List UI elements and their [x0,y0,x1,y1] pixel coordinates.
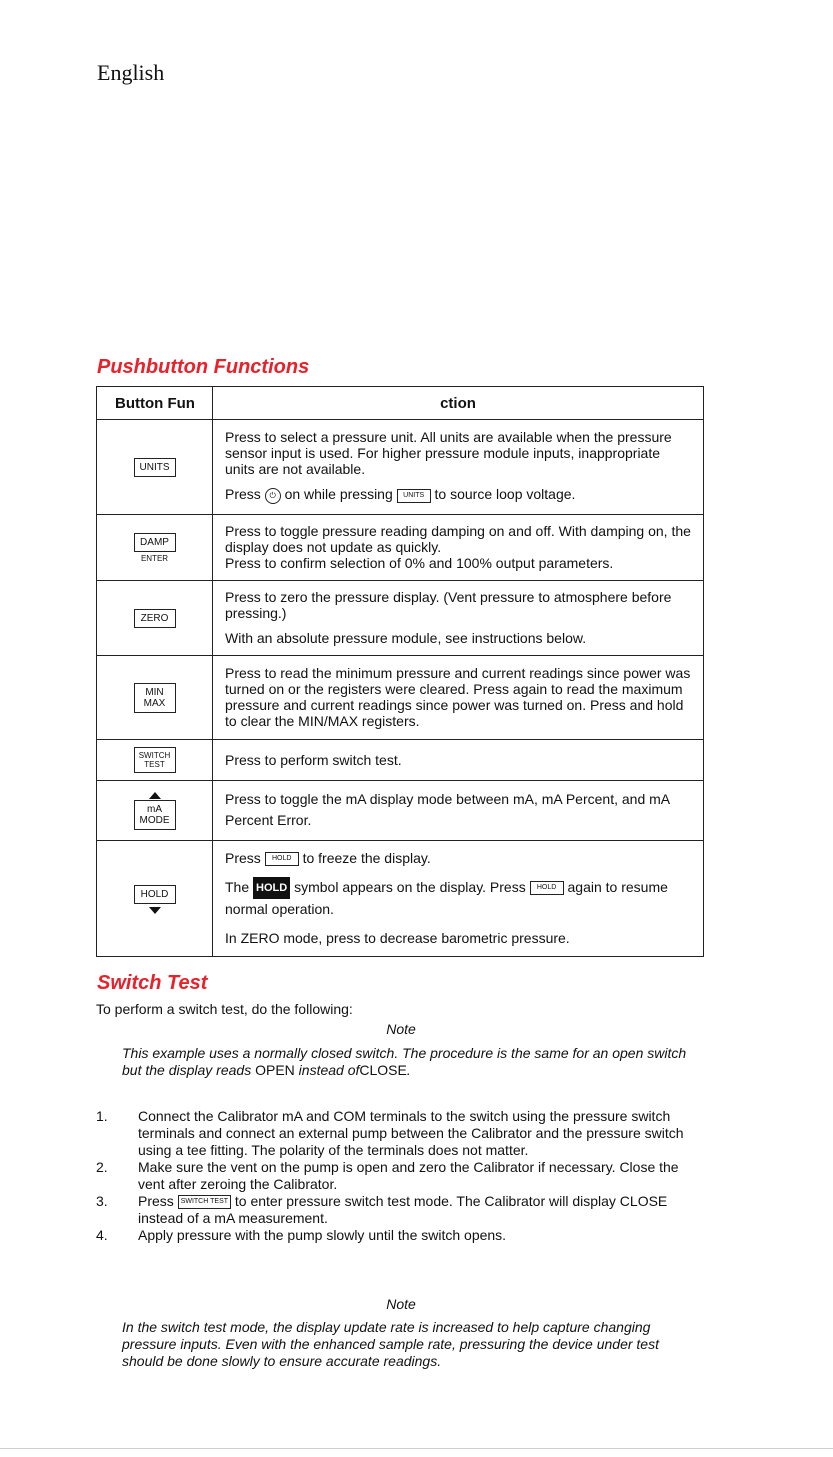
switch-test-steps [96,1108,706,1244]
minmax-key-line2: MAX [143,697,166,709]
language-label: English [97,60,165,85]
note-label-2: Note [386,1296,416,1312]
step-2-text: Make sure the vent on the pump is open and zero the Calibrator if necessary. Close the vent after zeroing the Calibrator. [138,1159,679,1192]
hold-p2-pre: The [225,878,250,895]
note-label-1: Note [386,1021,416,1037]
hold-small-key-icon-2: HOLD [530,881,564,895]
units-p2-mid: on while pressing [284,486,393,503]
hold-key-icon: HOLD [134,885,176,904]
damp-description [213,515,704,581]
step-1-num: 1. [96,1108,108,1124]
step-1-text: Connect the Calibrator mA and COM terminals to the switch using the pressure switch terminals and connect an external pump between the Calibrator and the pressure switch using a tee fitting. The polarity of the terminals does not matter. [138,1108,684,1158]
minmax-key-cell [97,656,213,740]
step-4-num: 4. [96,1227,108,1243]
zero-desc-p2: With an absolute pressure module, see instructions below. [225,630,587,646]
up-arrow-icon [149,792,161,799]
ma-key-line1: mA [147,803,162,815]
note-1-end: . [406,1062,411,1078]
damp-key-icon: DAMP [134,533,176,552]
table-row-zero [97,581,704,656]
units-p2-post: to source loop voltage. [434,486,576,503]
table-row-ma-mode [97,781,704,841]
note-2-text: In the switch test mode, the display update rate is increased to help capture changing pressure inputs. Even with the enhanced sample rate, pressuring the device under test should be done slowly to ensure accurate readings. [122,1319,659,1369]
zero-key-cell [97,581,213,656]
units-p2-pre: Press [225,486,261,503]
minmax-key-line1: MIN [145,686,164,698]
step-3-post: to enter pressure switch test mode. The Calibrator will display CLOSE instead of a mA measurement. [138,1193,668,1226]
units-desc-p2 [225,486,693,503]
power-icon: ⏻ [265,488,281,504]
switch-test-key-icon [134,747,176,773]
header-function: ction [213,387,704,420]
ma-mode-key-cell [97,781,213,841]
minmax-desc-p1: Press to read the minimum pressure and current readings since power was turned on or the registers were cleared. Press again to read the maximum pressure and current readings since power was turned on. Press and hold to clear the MIN/MAX registers. [225,665,691,729]
hold-desc-p1 [225,848,693,868]
hold-p2-mid: symbol appears on the display. Press [294,878,526,895]
hold-small-key-icon: HOLD [265,852,299,866]
step-2 [96,1159,706,1193]
damp-desc-p1: Press to toggle pressure reading damping on and off. With damping on, the display does not update as quickly. [225,523,691,555]
switch-test-small-key-icon [178,1195,231,1209]
switch-small-line2: TEST [210,1198,229,1206]
switch-small-line1: SWITCH [180,1198,209,1206]
enter-sublabel: ENTER [140,554,169,563]
switch-key-line2: TEST [144,760,165,769]
step-3 [96,1193,706,1227]
units-key-icon: UNITS [134,458,176,477]
hold-p2-post: again to resume normal operation. [225,878,668,918]
table-row-damp [97,515,704,581]
ma-mode-desc-p1: Press to toggle the mA display mode between mA, mA Percent, and mA Percent Error. [225,791,670,828]
hold-desc-p3: In ZERO mode, press to decrease barometric pressure. [225,930,570,947]
hold-key-cell [97,841,213,957]
note-1-close: CLOSE [359,1062,407,1078]
hold-description [213,841,704,957]
switch-test-title: Switch Test [97,972,208,994]
step-3-pre: Press [138,1193,174,1209]
table-row-hold [97,841,704,957]
zero-description [213,581,704,656]
switch-test-intro: To perform a switch test, do the following: [96,1001,353,1017]
switch-test-key-cell [97,740,213,781]
damp-key-cell [97,515,213,581]
hold-desc-p2 [225,877,693,919]
hold-symbol-badge: HOLD [253,877,290,899]
header-button-function: Button Fun [97,387,213,420]
switch-desc-p1: Press to perform switch test. [225,751,402,768]
units-key-cell [97,420,213,515]
switch-key-line1: SWITCH [138,751,171,760]
units-small-key-icon: UNITS [397,489,431,503]
down-arrow-icon [149,907,161,914]
table-header-row [97,387,704,420]
units-description [213,420,704,515]
ma-key-line2: MODE [139,814,170,826]
step-3-num: 3. [96,1193,108,1209]
step-1 [96,1108,706,1159]
ma-mode-key-icon [134,800,176,830]
pushbutton-functions-title: Pushbutton Functions [97,356,310,378]
hold-p1-pre: Press [225,849,261,866]
table-row-minmax [97,656,704,740]
step-4-text: Apply pressure with the pump slowly until the switch opens. [138,1227,507,1243]
step-4 [96,1227,706,1244]
units-desc-p1: Press to select a pressure unit. All units are available when the pressure sensor input is used. For higher pressure module inputs, inappropriate units are not available. [225,429,672,478]
note-1-b: instead of [298,1062,360,1078]
minmax-key-icon [134,683,176,713]
zero-key-icon: ZERO [134,609,176,628]
step-2-num: 2. [96,1159,108,1175]
switch-test-description [213,740,704,781]
minmax-description [213,656,704,740]
zero-desc-p1: Press to zero the pressure display. (Vent pressure to atmosphere before pressing.) [225,589,672,621]
note-1-a: This example uses a normally closed switch. The procedure is the same for an open switch but the display reads [122,1045,687,1078]
pushbutton-functions-table [96,386,704,957]
note-1-open: OPEN [255,1062,295,1078]
note-1-text [122,1045,702,1079]
ma-mode-description [213,781,704,841]
table-row-units [97,420,704,515]
hold-p1-post: to freeze the display. [302,849,431,866]
page-bottom-divider [0,1448,833,1449]
damp-desc-p2: Press to confirm selection of 0% and 100% output parameters. [225,555,614,571]
table-row-switch-test [97,740,704,781]
